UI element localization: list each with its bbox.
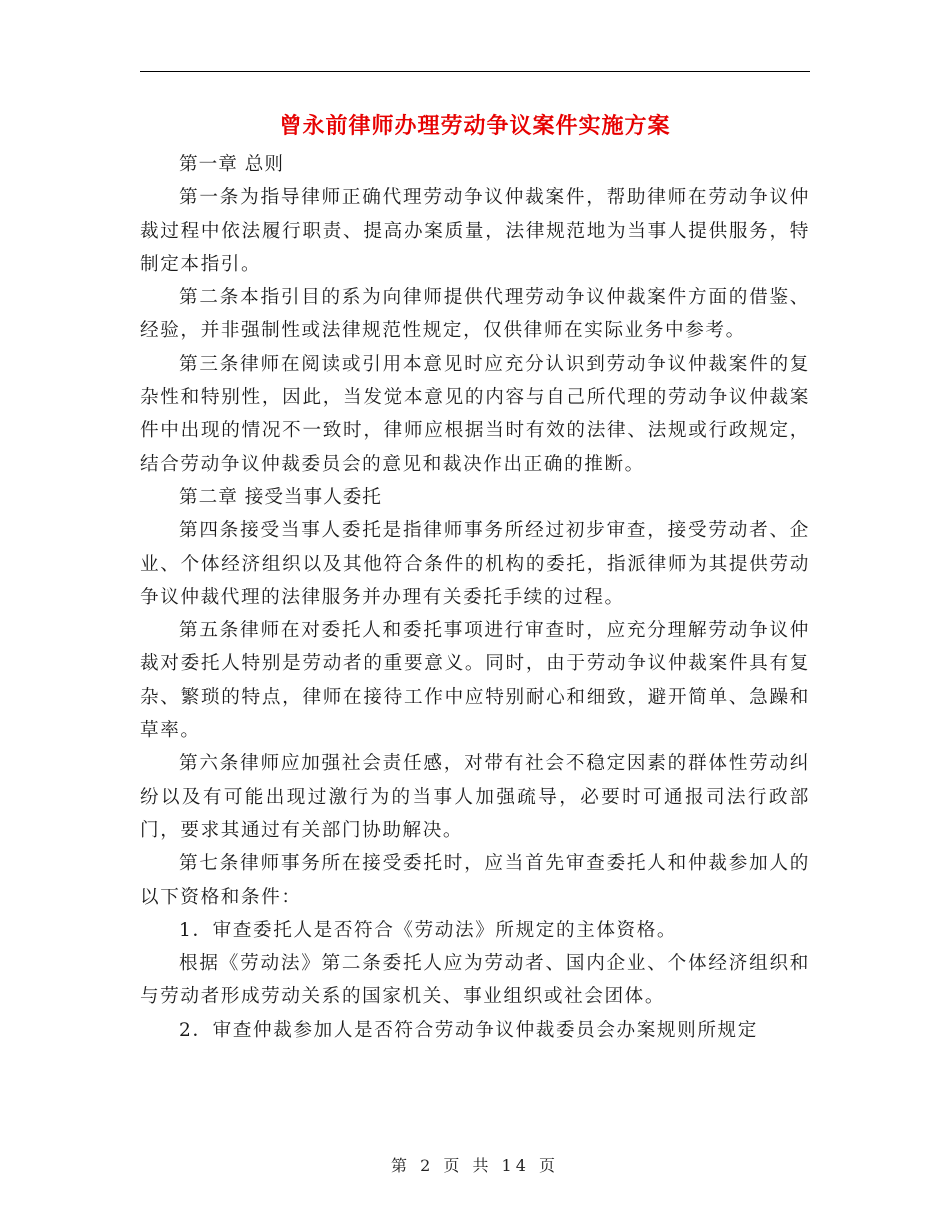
article-paragraph: 第四条接受当事人委托是指律师事务所经过初步审查，接受劳动者、企业、个体经济组织以及其他符合条件的机构的委托，指派律师为其提供劳动争议仲裁代理的法律服务并办理有关委托手续的过程。 [140, 520, 810, 608]
list-item: 1．审查委托人是否符合《劳动法》所规定的主体资格。 [179, 919, 678, 941]
list-item: 2．审查仲裁参加人是否符合劳动争议仲裁委员会办案规则所规定 [179, 1019, 758, 1041]
article-paragraph: 第六条律师应加强社会责任感，对带有社会不稳定因素的群体性劳动纠纷以及有可能出现过激行为的当事人加强疏导，必要时可通报司法行政部门，要求其通过有关部门协助解决。 [140, 753, 810, 841]
chapter-heading: 第二章 接受当事人委托 [179, 486, 382, 508]
article-paragraph: 第七条律师事务所在接受委托时，应当首先审查委托人和仲裁参加人的以下资格和条件： [140, 853, 810, 908]
page-number: 第 2 页 共 14 页 [391, 1156, 559, 1175]
article-paragraph: 第三条律师在阅读或引用本意见时应充分认识到劳动争议仲裁案件的复杂性和特别性，因此，当发觉本意见的内容与自己所代理的劳动争议仲裁案件中出现的情况不一致时，律师应根据当时有效的法律、法规或行政规定，结合劳动争议仲裁委员会的意见和裁决作出正确的推断。 [140, 353, 810, 475]
document-title: 曾永前律师办理劳动争议案件实施方案 [279, 113, 671, 139]
article-paragraph: 第二条本指引目的系为向律师提供代理劳动争议仲裁案件方面的借鉴、经验，并非强制性或法律规范性规定，仅供律师在实际业务中参考。 [140, 287, 810, 342]
chapter-heading: 第一章 总则 [179, 154, 284, 175]
document-body [140, 148, 810, 1047]
article-paragraph: 第五条律师在对委托人和委托事项进行审查时，应充分理解劳动争议仲裁对委托人特别是劳动者的重要意义。同时，由于劳动争议仲裁案件具有复杂、繁琐的特点，律师在接待工作中应特别耐心和细致，避开简单、急躁和草率。 [140, 620, 810, 742]
article-paragraph: 第一条为指导律师正确代理劳动争议仲裁案件，帮助律师在劳动争议仲裁过程中依法履行职责、提高办案质量，法律规范地为当事人提供服务，特制定本指引。 [140, 187, 810, 275]
article-paragraph: 根据《劳动法》第二条委托人应为劳动者、国内企业、个体经济组织和与劳动者形成劳动关系的国家机关、事业组织或社会团体。 [140, 953, 810, 1008]
header-rule [140, 71, 810, 72]
